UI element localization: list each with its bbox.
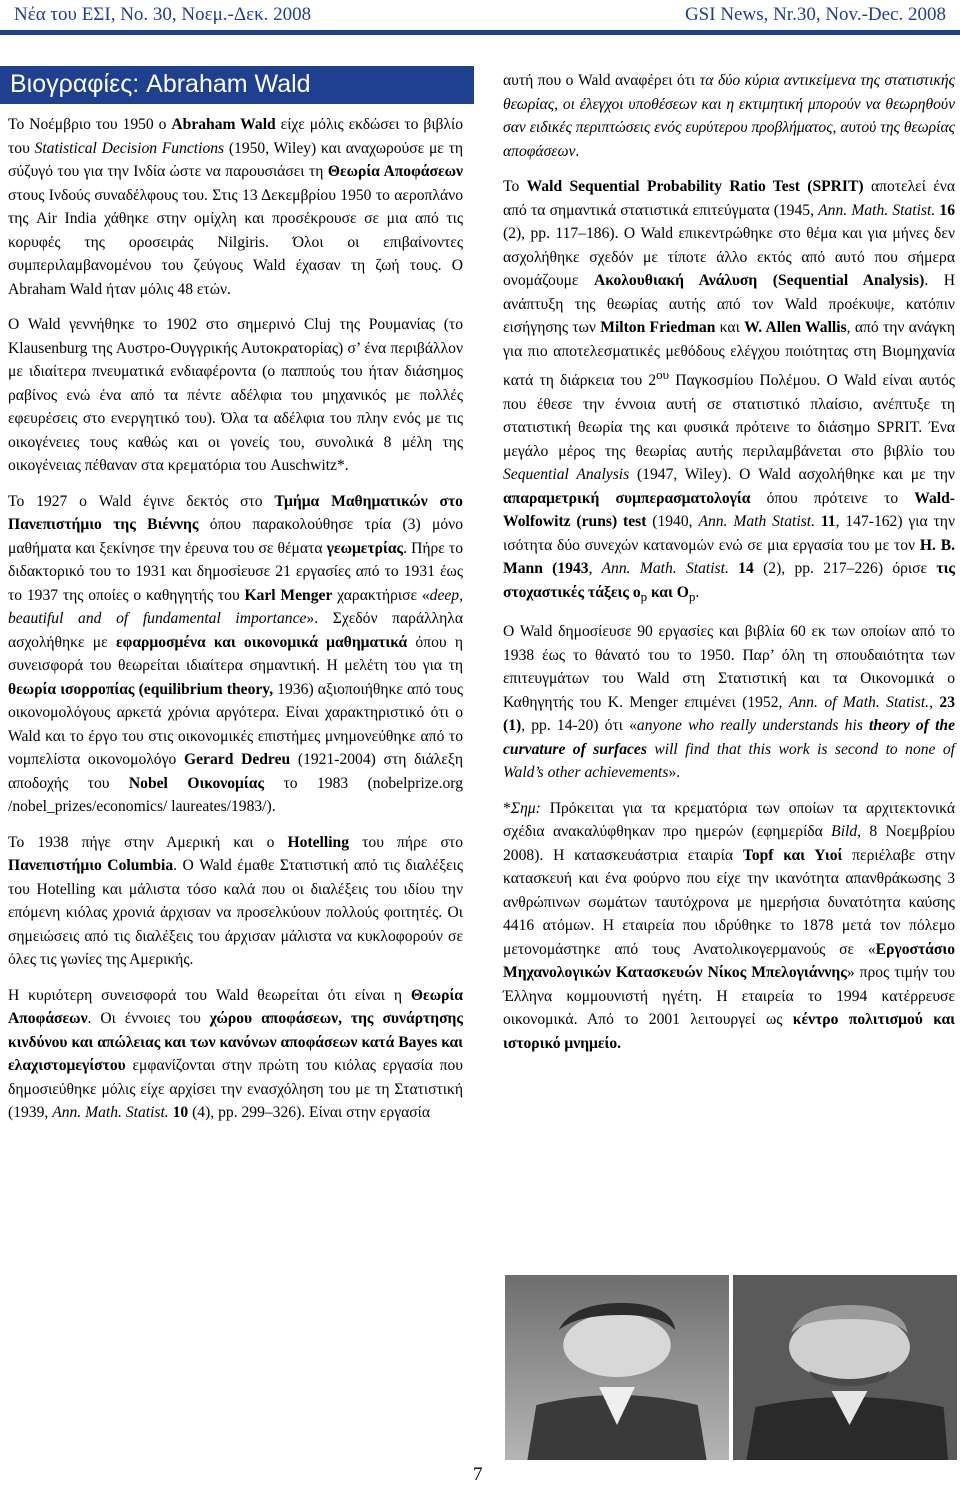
page-number: 7 bbox=[473, 1464, 483, 1485]
paragraph-sprt: Το Wald Sequential Probability Ratio Test (SPRIT) αποτελεί ένα από τα σημαντικά στατιστικά επιτεύγματα (1945, Ann. Math. Statist. 16 (2), pp. 117–186). Ο Wald επικεντρώθηκε στο θέμα και για μήνες δεν ασχολήθηκε σχεδόν με τίποτε άλλο εκτός από αυτό που σήμερα ονομάζουμε Ακολουθιακή Ανάλυση (Sequential Analysis). Η ανάπτυξη της θεωρίας αυτής από τον Wald προέκυψε, κατόπιν εισήγησης των Milton Friedman και W. Allen Wallis, από την ανάγκη για πιο αποτελεσματικές μεθόδους ελέγχου ποιότητας στη Βιομηχανία κατά τη διάρκεια του $2^{o\upsilon}$ Παγκοσμίου Πολέμου. Ο Wald είναι αυτός που έθεσε την έννοια αυτή σε στατιστικό πλαίσιο, ανέπτυξε τη στατιστική θεωρία της και φυσικά πρότεινε το διάσημο SPRIT. Ένα μεγάλο μέρος της θεωρίας αυτής περιλαμβάνεται στο βιβλίο του Sequential Analysis (1947, Wiley). Ο Wald ασχολήθηκε και με την απαραμετρική συμπερασματολογία όπου πρότεινε το Wald-Wolfowitz (runs) test (1940, Ann. Math Statist. 11, 147-162) για την ισότητα δύο συνεχών κατανομών ενώ σε μια εργασία του με τον H. B. Mann (1943, Ann. Math. Statist. 14 (2), pp. 217–226) όρισε τις στοχαστικές τάξεις $o_p$ και $O_p$. bbox=[503, 178, 956, 604]
portrait-photo-older bbox=[733, 1275, 957, 1460]
paragraph-decision-theory: Η κυριότερη συνεισφορά του Wald θεωρείται ότι είναι η Θεωρία Αποφάσεων. Οι έννοιες του χώρου αποφάσεων, της συνάρτησης κινδύνου και απώλειας και των κανόνων αποφάσεων κατά Bayes και ελαχιστομεγίστου εμφανίζονται στην πρώτη του κιόλας εργασία που δημοσιεύθηκε μόλις είχε αρχίσει την ενασχόληση του με τη Στατιστική (1939, Ann. Math. Statist. 10 (4), pp. 299–326). Είναι στην εργασία bbox=[8, 986, 463, 1121]
footnote: *Σημ: Πρόκειται για τα κρεματόρια των οποίων τα αρχιτεκτονικά σχέδια ανακαλύφθηκαν προ ημερών (εφημερίδα Bild, 8 Νοεμβρίου 2008). Η κατασκευάστρια εταιρία Topf και Υιοί περιέλαβε στην κατασκευή και ένα φούρνο που είχε την ικανότητα απανθράκωσης 3 ανθρώπινων σωμάτων ταυτόχρονα με ημερήσια δυνατότητα καύσης 4416 ατόμων. Η εταιρεία που ιδρύθηκε το 1878 μετά τον πόλεμο μετονομάστηκε από τους Ανατολικογερμανούς σε «Εργοστάσιο Μηχανολογικών Κατασκευών Νίκος Μπελογιάννης» προς τιμήν του Έλληνα κομμουνιστή ηγέτη. Η εταιρεία το 1994 κατέρρευσε οικονομικά. Από το 2001 λειτουργεί ως κέντρο πολιτισμού και ιστορικό μνημείο. bbox=[503, 799, 955, 1052]
header-rule bbox=[0, 30, 960, 35]
header-left: Νέα του ΕΣΙ, Νο. 30, Νοεμ.-Δεκ. 2008 bbox=[14, 4, 312, 25]
header-right: GSI News, Nr.30, Nov.-Dec. 2008 bbox=[684, 4, 946, 25]
photo-row bbox=[505, 1275, 957, 1460]
left-column bbox=[8, 113, 463, 1137]
paragraph-birth: Ο Wald γεννήθηκε το 1902 στο σημερινό Cluj της Ρουμανίας (το Klausenburg της Αυστρο-Ουγγρικής Αυτοκρατορίας) σ’ ένα περιβάλλον με ιδιαίτερα πνευματικά ενδιαφέροντα (ο παππούς του ήταν διάσημος ραβίνος ενώ ένα από τα πέντε αδέλφια του μηχανικός με πολλές εφευρέσεις στο ενεργητικό του). Όλα τα αδέλφια του πλην ενός με τις οικογένειες τους καθώς και οι γονείς του, συνολικά 8 μέλη της οικογένειας πέθαναν στα κρεματόρια του Auschwitz*. bbox=[8, 316, 463, 474]
portrait-older-image bbox=[733, 1275, 957, 1460]
portrait-photo-young bbox=[505, 1275, 729, 1460]
right-column bbox=[503, 69, 955, 1067]
paragraph-vienna: Το 1927 ο Wald έγινε δεκτός στο Τμήμα Μαθηματικών στο Πανεπιστήμιο της Βιέννης όπου παρακολούθησε τρία (3) μόνο μαθήματα και ξεκίνησε την έρευνα του σε θέματα γεωμετρίας. Πήρε το διδακτορικό του το 1931 και δημοσίευσε 21 εργασίες από το 1931 έως το 1937 της οποίες ο καθηγητής του Karl Menger χαρακτήρισε «deep, beautiful and of fundamental importance». Σχεδόν παράλληλα ασχολήθηκε με εφαρμοσμένα και οικονομικά μαθηματικά όπου η συνεισφορά του θεωρείται ιδιαίτερα σημαντική. Η μελέτη του για τη θεωρία ισορροπίας (equilibrium theory, 1936) αξιοποιήθηκε από τους οικονομολόγους αρκετά χρόνια αργότερα. Είναι χαρακτηριστικό ότι ο Wald και το έργο του στις οικονομικές επιστήμες μνημονεύθηκε από το νομπελίστα οικονομολόγο Gerard Dedreu (1921-2004) στη διάλεξη αποδοχής του Nobel Οικονομίας το 1983 (nobelprize.org /nobel_prizes/economics/ laureates/1983/). bbox=[8, 492, 463, 815]
paragraph-publications: Ο Wald δημοσίευσε 90 εργασίες και βιβλία 60 εκ των οποίων από το 1938 έως το θάνατό του το 1950. Παρ’ όλη τη σπουδαιότητα των επιτευγμάτων του Wald στη Στατιστική και τα Οικονομικά ο Καθηγητής του K. Menger επιμένει (1952, Ann. of Math. Statist., 23 (1), pp. 14-20) ότι «anyone who really understands his theory of the curvature of surfaces will find that this work is second to none of Wald’s other achievements». bbox=[503, 623, 956, 782]
paragraph-intro: Το Νοέμβριο του 1950 ο Abraham Wald είχε μόλις εκδώσει το βιβλίο του Statistical Decision Functions (1950, Wiley) και αναχωρούσε με τη σύζυγό του για την Ινδία ώστε να παρουσιάσει τη Θεωρία Αποφάσεων στους Ινδούς συναδέλφους του. Στις 13 Δεκεμβρίου 1950 το αεροπλάνο της Air India χάθηκε στην ομίχλη και προσέκρουσε σε μια από τις κορυφές της οροσειράς Nilgiris. Όλοι οι επιβαίνοντες συμπεριλαμβανομένου του ζεύγους Wald έχασαν τη ζωή τους. Ο Abraham Wald ήταν μόλις 48 ετών. bbox=[8, 116, 464, 298]
article-title: Βιογραφίες: Abraham Wald bbox=[10, 70, 311, 98]
paragraph-quote: αυτή που ο Wald αναφέρει ότι τα δύο κύρια αντικείμενα της στατιστικής θεωρίας, οι έλεγχοι υποθέσεων και η εκτιμητική μπορούν να θεωρηθούν σαν ειδικές περιπτώσεις ενός ευρύτερου προβλήματος, αυτού της θεωρίας αποφάσεων. bbox=[503, 72, 955, 160]
paragraph-america: Το 1938 πήγε στην Αμερική και ο Hotelling του πήρε στο Πανεπιστήμιο Columbia. Ο Wald έμαθε Στατιστική από τις διαλέξεις του Hotelling και μάλιστα τόσο καλά που οι διαλέξεις του ιδίου την επόμενη κιόλας χρονιά άρχισαν να προσελκύουν πολλούς φοιτητές. Οι σημειώσεις από τις διαλέξεις του άρχισαν μάλιστα να κυκλοφορούν σε όλες τις γωνίες της Αμερικής. bbox=[8, 833, 463, 968]
portrait-young-image bbox=[505, 1275, 729, 1460]
title-bar bbox=[0, 66, 474, 104]
